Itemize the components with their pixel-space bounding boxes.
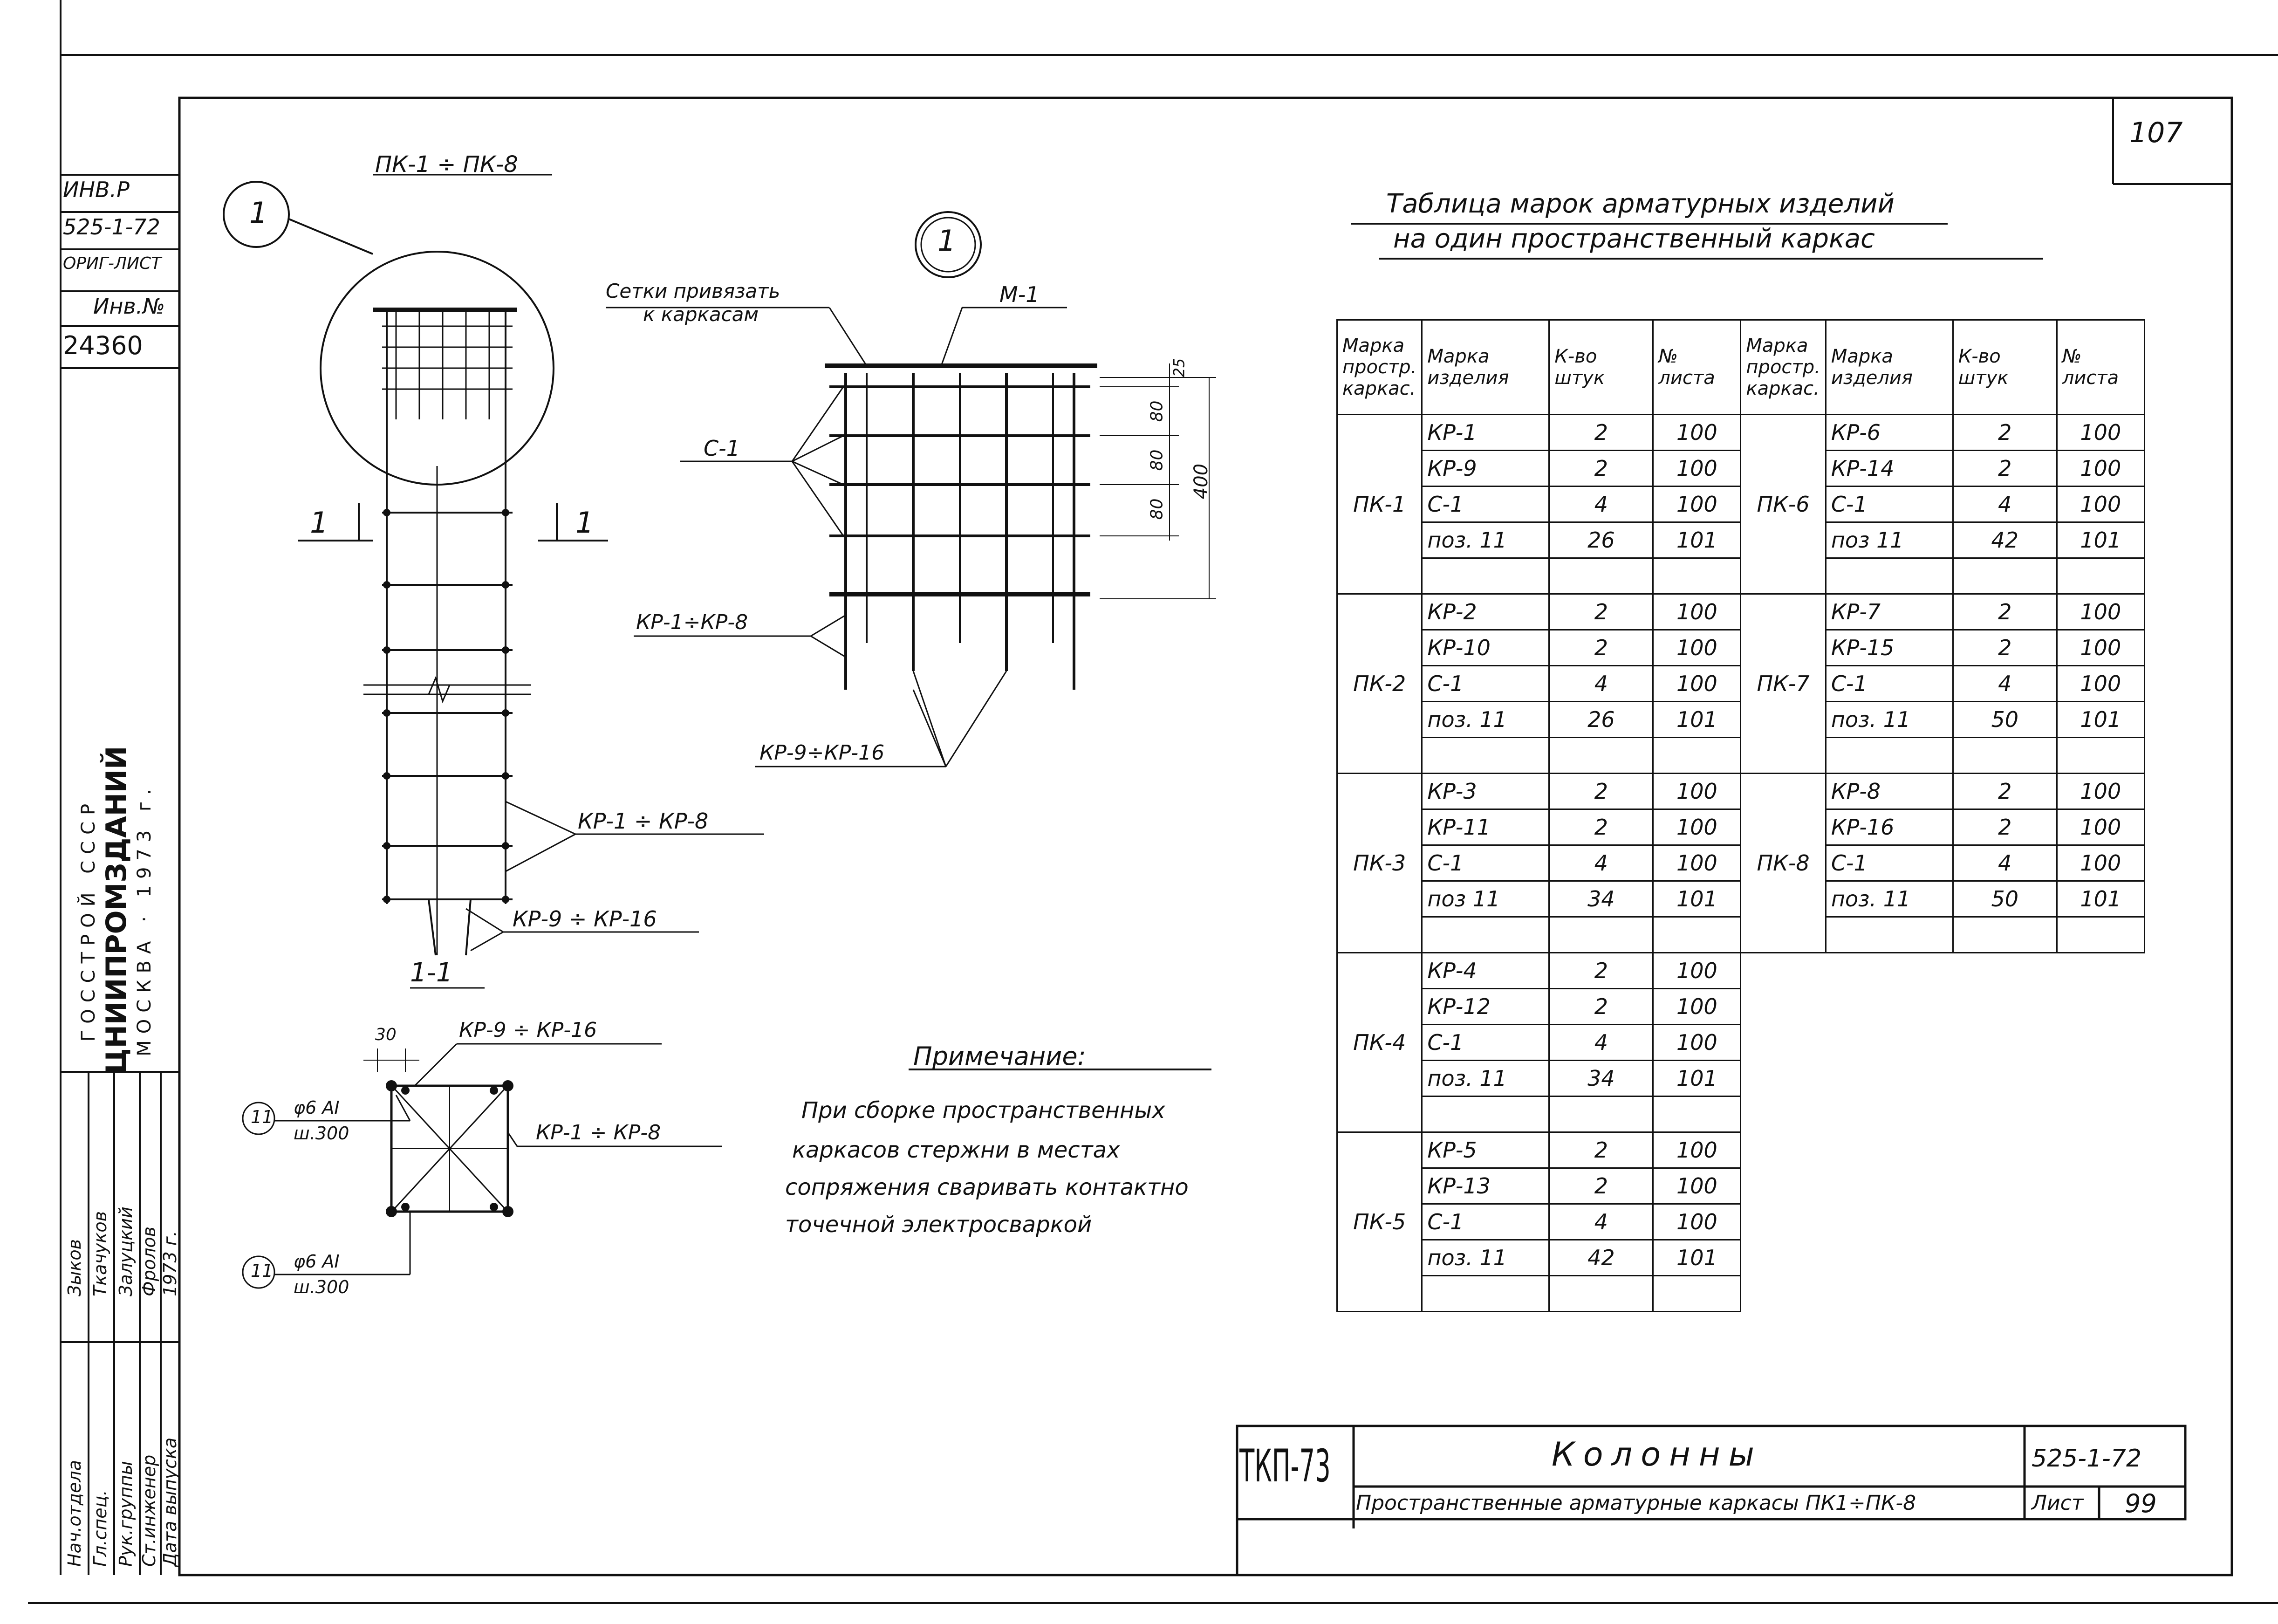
publisher-line3: МОСКВА · 1973 г. <box>134 782 155 1056</box>
table-spacer-cell <box>1422 738 1549 774</box>
table-cell: 4 <box>1953 666 2057 702</box>
table-cell: поз. 11 <box>1422 702 1549 738</box>
table-cell: КР-15 <box>1826 630 1953 666</box>
table-cell: поз. 11 <box>1422 522 1549 558</box>
drawing1-kr1-label: КР-1 ÷ КР-8 <box>578 809 709 834</box>
table-cell: 100 <box>2057 451 2144 487</box>
table-cell: поз. 11 <box>1826 702 1953 738</box>
table-cell: 2 <box>1549 1132 1653 1168</box>
table-cell: 100 <box>1653 451 1741 487</box>
table-cell: 101 <box>2057 522 2144 558</box>
stamp-sheet: 99 <box>2125 1489 2157 1518</box>
section11-title: 1-1 <box>410 958 453 988</box>
table-spacer-cell <box>1953 917 2057 953</box>
publisher-block <box>61 746 179 1074</box>
table-cell: КР-16 <box>1826 809 1953 845</box>
table-cell: КР-6 <box>1826 415 1953 451</box>
table-cell: 2 <box>1953 630 2057 666</box>
table-cell: 101 <box>1653 1240 1741 1276</box>
table-cell: 100 <box>1653 1168 1741 1204</box>
table-spacer-cell <box>1953 738 2057 774</box>
stamp-project: 525-1-72 <box>2032 1445 2142 1473</box>
table-cell: 100 <box>1653 415 1741 451</box>
table-group-name: ПК-7 <box>1741 594 1826 774</box>
table-cell: 101 <box>2057 702 2144 738</box>
table-cell: КР-3 <box>1422 774 1549 809</box>
table-cell: 4 <box>1549 1025 1653 1061</box>
table-header-cell: № листа <box>1653 320 1741 415</box>
table-group-name: ПК-5 <box>1337 1132 1422 1312</box>
table-cell: 100 <box>1653 1204 1741 1240</box>
mesh-note-line2: к каркасам <box>643 303 759 326</box>
marks-table <box>1336 319 2145 1312</box>
table-cell: 100 <box>1653 594 1741 630</box>
table-cell: КР-14 <box>1826 451 1953 487</box>
table-cell: 26 <box>1549 702 1653 738</box>
sig-name-3: Фролов <box>139 1226 159 1296</box>
table-cell: 4 <box>1549 845 1653 881</box>
table-cell: 100 <box>2057 774 2144 809</box>
table-header-cell: К-во штук <box>1549 320 1653 415</box>
table-cell: 100 <box>2057 845 2144 881</box>
table-cell: 100 <box>1653 666 1741 702</box>
table-cell: 100 <box>1653 1132 1741 1168</box>
table-cell: 42 <box>1549 1240 1653 1276</box>
table-spacer-cell <box>2057 558 2144 594</box>
detail1-dim-80a: 80 <box>1147 400 1167 422</box>
table-header-cell: К-во штук <box>1953 320 2057 415</box>
table-spacer-cell <box>1653 738 1741 774</box>
table-cell: 2 <box>1549 451 1653 487</box>
detail1-dim-80b: 80 <box>1147 449 1167 471</box>
section11-spacing-top: ш.300 <box>294 1123 349 1144</box>
detail1-c1: С-1 <box>704 436 740 461</box>
section11-rebar-top: φ6 АI <box>294 1097 340 1118</box>
table-cell: КР-1 <box>1422 415 1549 451</box>
table-cell: 50 <box>1953 702 2057 738</box>
margin-sheet-label: ОРИГ-ЛИСТ <box>63 254 162 273</box>
table-cell: 101 <box>1653 1061 1741 1096</box>
inv-no: 24360 <box>63 331 143 360</box>
table-cell: 2 <box>1549 1168 1653 1204</box>
table-cell: 2 <box>1549 774 1653 809</box>
table-spacer-cell <box>1953 558 2057 594</box>
sig-role-2: Рук.группы <box>116 1461 136 1567</box>
table-cell: 100 <box>2057 630 2144 666</box>
inv-label: ИНВ.Р <box>63 177 130 202</box>
table-cell: КР-5 <box>1422 1132 1549 1168</box>
table-cell: КР-4 <box>1422 953 1549 989</box>
section-mark-left: 1 <box>310 506 328 540</box>
table-cell: С-1 <box>1422 487 1549 522</box>
table-cell: 101 <box>2057 881 2144 917</box>
note-title: Примечание: <box>913 1042 1086 1071</box>
table-spacer-cell <box>1653 917 1741 953</box>
table-cell: КР-10 <box>1422 630 1549 666</box>
table-cell: 4 <box>1549 666 1653 702</box>
table-cell: 2 <box>1549 953 1653 989</box>
table-cell: 100 <box>1653 774 1741 809</box>
table-spacer-cell <box>1549 917 1653 953</box>
mesh-note-line1: Сетки привязать <box>606 280 780 302</box>
table-cell: 42 <box>1953 522 2057 558</box>
table-cell: 50 <box>1953 881 2057 917</box>
section11-kr1: КР-1 ÷ КР-8 <box>536 1121 661 1144</box>
section11-pos-bottom: 11 <box>251 1261 274 1281</box>
detail1-kr9: КР-9÷КР-16 <box>759 741 885 765</box>
table-cell: 34 <box>1549 1061 1653 1096</box>
table-group-name: ПК-1 <box>1337 415 1422 594</box>
table-row <box>1337 774 2145 809</box>
note-line-4: точечной электросваркой <box>785 1212 1092 1238</box>
table-spacer-cell <box>1549 1276 1653 1312</box>
table-cell: поз. 11 <box>1422 1061 1549 1096</box>
table-cell: 2 <box>1953 594 2057 630</box>
sig-role-0: Нач.отдела <box>64 1460 85 1567</box>
table-row <box>1337 415 2145 451</box>
table-row <box>1337 953 2145 989</box>
margin-project: 525-1-72 <box>63 214 160 240</box>
table-spacer-cell <box>1653 558 1741 594</box>
table-cell: 101 <box>1653 522 1741 558</box>
table-cell: 2 <box>1953 774 2057 809</box>
table-cell: 100 <box>1653 630 1741 666</box>
table-cell: 100 <box>2057 594 2144 630</box>
table-group-name: ПК-4 <box>1337 953 1422 1132</box>
table-cell: КР-2 <box>1422 594 1549 630</box>
table-cell: 2 <box>1549 594 1653 630</box>
table-title-line2: на один пространственный каркас <box>1393 224 1875 254</box>
sig-name-2: Залуцкий <box>116 1206 136 1296</box>
table-cell: 2 <box>1549 989 1653 1025</box>
table-cell: поз 11 <box>1422 881 1549 917</box>
table-cell: 2 <box>1953 415 2057 451</box>
table-cell: 101 <box>1653 702 1741 738</box>
table-header-cell: Марка изделия <box>1826 320 1953 415</box>
stamp-subtitle: Пространственные арматурные каркасы ПК1÷ПК-8 <box>1356 1491 1916 1515</box>
section11-pos-top: 11 <box>251 1107 274 1127</box>
table-cell: С-1 <box>1826 487 1953 522</box>
table-cell: 2 <box>1953 809 2057 845</box>
stamp-title: Колонны <box>1552 1435 1763 1473</box>
table-cell: КР-9 <box>1422 451 1549 487</box>
table-cell: 101 <box>1653 881 1741 917</box>
sig-role-1: Гл.спец. <box>90 1490 110 1567</box>
drawing1-callout: 1 <box>249 196 268 230</box>
drawing1-kr9-label: КР-9 ÷ КР-16 <box>513 906 657 932</box>
table-cell: поз 11 <box>1826 522 1953 558</box>
table-cell: 34 <box>1549 881 1653 917</box>
table-spacer-cell <box>1653 1276 1741 1312</box>
table-row <box>1337 594 2145 630</box>
publisher-line1: ГОССТРОЙ СССР <box>78 797 99 1042</box>
table-spacer-cell <box>1549 558 1653 594</box>
sig-name-0: Зыков <box>64 1239 85 1296</box>
detail1-dim-25: 25 <box>1170 358 1188 377</box>
table-cell: 2 <box>1953 451 2057 487</box>
table-cell: 100 <box>1653 953 1741 989</box>
table-cell: КР-11 <box>1422 809 1549 845</box>
table-spacer-cell <box>1422 558 1549 594</box>
table-cell: 2 <box>1549 809 1653 845</box>
table-group-name: ПК-8 <box>1741 774 1826 953</box>
sig-role-4: Дата выпуска <box>160 1437 180 1567</box>
table-cell: 4 <box>1953 845 2057 881</box>
stamp-sheet-label: Лист <box>2032 1491 2084 1515</box>
table-cell: КР-7 <box>1826 594 1953 630</box>
section11-rebar-bottom: φ6 АI <box>294 1251 340 1272</box>
detail1-total: 400 <box>1190 463 1212 500</box>
note-line-1: При сборке пространственных <box>801 1097 1165 1124</box>
table-cell: 100 <box>1653 487 1741 522</box>
table-spacer-cell <box>1826 558 1953 594</box>
note-line-2: каркасов стержни в местах <box>792 1137 1120 1163</box>
inv-no-label: Инв.№ <box>93 294 165 319</box>
table-spacer-cell <box>2057 738 2144 774</box>
table-cell: С-1 <box>1422 666 1549 702</box>
section11-kr9: КР-9 ÷ КР-16 <box>459 1018 597 1042</box>
drawing1-title: ПК-1 ÷ ПК-8 <box>375 151 518 178</box>
section11-dim30: 30 <box>375 1025 397 1044</box>
table-spacer-cell <box>2057 917 2144 953</box>
table-title-line1: Таблица марок арматурных изделий <box>1386 189 1895 219</box>
table-cell: 26 <box>1549 522 1653 558</box>
table-empty-area <box>1741 953 2144 1312</box>
sig-name-4: 1973 г. <box>160 1231 180 1296</box>
table-group-name: ПК-6 <box>1741 415 1826 594</box>
table-cell: 2 <box>1549 630 1653 666</box>
table-cell: 4 <box>1549 487 1653 522</box>
signature-block <box>61 1072 179 1575</box>
table-cell: 100 <box>2057 809 2144 845</box>
table-spacer-cell <box>1549 738 1653 774</box>
table-cell: 100 <box>1653 845 1741 881</box>
table-cell: 100 <box>2057 487 2144 522</box>
table-spacer-cell <box>1653 1096 1741 1132</box>
table-header-cell: Марка простр. каркас. <box>1741 320 1826 415</box>
detail1-dim-80c: 80 <box>1147 498 1167 520</box>
detail1-callout: 1 <box>937 224 956 258</box>
sig-role-3: Ст.инженер <box>139 1454 159 1567</box>
table-group-name: ПК-3 <box>1337 774 1422 953</box>
table-cell: С-1 <box>1826 845 1953 881</box>
table-cell: 4 <box>1549 1204 1653 1240</box>
table-cell: С-1 <box>1422 845 1549 881</box>
table-spacer-cell <box>1826 917 1953 953</box>
table-cell: 100 <box>2057 415 2144 451</box>
table-cell: 100 <box>1653 1025 1741 1061</box>
table-cell: 100 <box>1653 989 1741 1025</box>
publisher-line2: ЦНИИПРОМЗДАНИЙ <box>100 746 133 1074</box>
table-spacer-cell <box>1549 1096 1653 1132</box>
table-header-cell: № листа <box>2057 320 2144 415</box>
table-cell: С-1 <box>1422 1025 1549 1061</box>
table-cell: КР-8 <box>1826 774 1953 809</box>
table-cell: 100 <box>1653 809 1741 845</box>
section-mark-right: 1 <box>575 506 594 540</box>
table-spacer-cell <box>1422 1096 1549 1132</box>
sig-name-1: Ткачуков <box>90 1211 110 1296</box>
table-cell: С-1 <box>1826 666 1953 702</box>
table-cell: КР-13 <box>1422 1168 1549 1204</box>
table-header-cell: Марка изделия <box>1422 320 1549 415</box>
table-cell: поз. 11 <box>1422 1240 1549 1276</box>
section11-spacing-bottom: ш.300 <box>294 1277 349 1297</box>
table-spacer-cell <box>1422 1276 1549 1312</box>
table-header-row <box>1337 320 2145 415</box>
stamp-code: ТКП-73 <box>1239 1440 1331 1492</box>
table-cell: 2 <box>1549 415 1653 451</box>
table-cell: 4 <box>1953 487 2057 522</box>
table-cell: КР-12 <box>1422 989 1549 1025</box>
sheet-number-top: 107 <box>2129 116 2183 149</box>
table-cell: 100 <box>2057 666 2144 702</box>
table-spacer-cell <box>1826 738 1953 774</box>
table-spacer-cell <box>1422 917 1549 953</box>
detail1-kr1: КР-1÷КР-8 <box>636 610 748 634</box>
note-line-3: сопряжения сваривать контактно <box>785 1174 1189 1200</box>
table-header-cell: Марка простр. каркас. <box>1337 320 1422 415</box>
table-group-name: ПК-2 <box>1337 594 1422 774</box>
table-cell: поз. 11 <box>1826 881 1953 917</box>
detail1-m1: М-1 <box>999 282 1040 307</box>
table-cell: С-1 <box>1422 1204 1549 1240</box>
